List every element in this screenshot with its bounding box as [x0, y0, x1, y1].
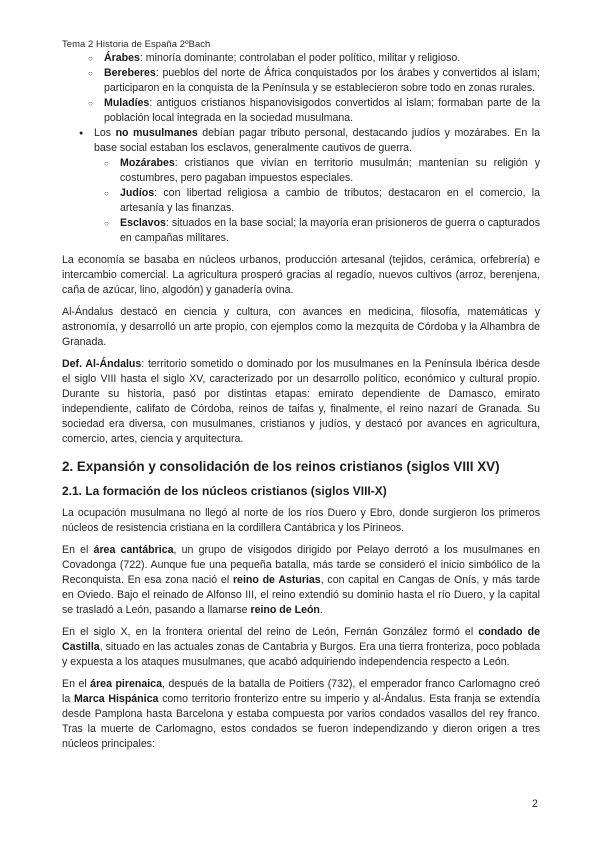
definition-term: Def. Al-Ándalus: [62, 358, 142, 370]
castilla-bold-1: condado de Castilla: [62, 626, 540, 653]
list-item-bereberes: [104, 66, 540, 96]
term-muladies: Muladíes: [104, 97, 150, 109]
bullet-bold: no musulmanes: [115, 127, 198, 139]
term-arabes: Árabes: [104, 52, 140, 64]
paragraph-economia: La economía se basaba en núcleos urbanos, producción artesanal (tejidos, cerámica, orfebrería) e intercambio comercial. La agricultura prosperó gracias al regadío, nuevos cultivos (arroz, berenjena, caña de azúcar, lino, algodón) y ganadería ovina.: [62, 254, 540, 296]
desc-bereberes: : pueblos del norte de África conquistados por los árabes y convertidos al islam; participaron en la conquista de la Península y se establecieron sobre todo en zonas rurales.: [104, 67, 540, 94]
pirenaica-text-1: En el: [62, 678, 91, 690]
list-item-esclavos: [120, 216, 540, 246]
definition-text: : territorio sometido o dominado por los musulmanes en la Península Ibérica desde el siglo VIII hasta el siglo XV, caracterizado por un desarrollo político, económico y cultural propio. Durante su historia, pasó por distintas etapas: emirato dependiente de Damasco, emirato independiente, califato de Córdoba, reinos de taifas y, finalmente, el reino nazarí de Granada. Su sociedad era diversa, con musulmanes, cristianos y judíos, y destacó por avances en agricultura, comercio, artes, ciencia y arquitectura.: [62, 358, 540, 445]
cantabrica-bold-1: área cantábrica: [93, 544, 174, 556]
paragraph-ocupacion: La ocupación musulmana no llegó al norte de los ríos Duero y Ebro, donde surgieron los primeros núcleos de resistencia cristiana en la cordillera Cantábrica y los Pirineos.: [62, 507, 540, 534]
non-muslim-groups-list: [94, 156, 540, 246]
paragraph-ciencia: Al-Ándalus destacó en ciencia y cultura, con avances en medicina, filosofía, matemáticas y astronomía, y desarrolló un arte propio, con ejemplos como la mezquita de Córdoba y la Alhambra de Granada.: [62, 306, 540, 348]
list-item-mozarabes: [120, 156, 540, 186]
cantabrica-text-2: , un grupo de visigodos dirigido por Pelayo derrotó a los musulmanes en Covadonga (722). Aunque fue una pequeña batalla, más tarde se consideró el inicio simbólico de la Reconquista. En esa zona nació el: [62, 544, 540, 586]
list-item-arabes: [104, 51, 540, 66]
paragraph-pirenaica: [62, 677, 540, 752]
page-number: 2: [532, 798, 538, 810]
desc-muladies: : antiguos cristianos hispanovisigodos convertidos al islam; formaban parte de la población local integrada en la sociedad musulmana.: [104, 97, 540, 124]
cantabrica-text-3: , con capital en Cangas de Onís, y más tarde en Oviedo. Bajo el reinado de Alfonso III, el reino extendió su dominio hasta el río Duero, y la capital se trasladó a León, pasando a llamarse: [62, 574, 540, 616]
term-mozarabes: Mozárabes: [120, 157, 175, 169]
term-judios: Judíos: [120, 187, 155, 199]
definition-al-andalus: [62, 357, 540, 447]
castilla-text-1: En el siglo X, en la frontera oriental del reino de León, Fernán González formó el: [62, 626, 479, 638]
bullet-pre: Los: [94, 127, 116, 139]
page-header: Tema 2 Historia de España 2ºBach: [62, 38, 211, 49]
cantabrica-bold-3: reino de León: [250, 604, 320, 616]
bullet-post: debían pagar tributo personal, destacando judíos y mozárabes. En la base social estaban los esclavos, generalmente cautivos de guerra.: [94, 127, 540, 154]
list-item-judios: [120, 186, 540, 216]
bullet-no-musulmanes: [94, 126, 540, 246]
castilla-text-2: , situado en las actuales zonas de Cantabria y Burgos. Era una tierra fronteriza, poco poblada y expuesta a los ataques musulmanes, que acabó adquiriendo independencia respecto a León.: [62, 641, 540, 668]
non-muslims-bullet-list: [62, 126, 540, 246]
desc-judios: : con libertad religiosa a cambio de tributos; destacaron en el comercio, la artesanía y las finanzas.: [120, 187, 540, 214]
pirenaica-text-2: , después de la batalla de Poitiers (732), el emperador franco Carlomagno creó la: [62, 678, 541, 705]
pirenaica-bold-1: área pirenaica: [90, 678, 162, 690]
paragraph-castilla: [62, 625, 540, 670]
muslim-groups-list: [62, 51, 540, 126]
pirenaica-text-3: como territorio fronterizo entre su imperio y al-Ándalus. Esta franja se extendía desde Pamplona hasta Barcelona y estaba compuesta por varios condados vasallos del rey franco. Tras la muerte de Carlomagno, estos condados se fueron independizando y dieron origen a tres núcleos principales:: [62, 693, 540, 750]
cantabrica-text-4: .: [319, 604, 323, 616]
cantabrica-bold-2: reino de Asturias: [232, 574, 321, 586]
desc-esclavos: : situados en la base social; la mayoría eran prisioneros de guerra o capturados en campañas militares.: [120, 217, 540, 244]
term-esclavos: Esclavos: [120, 217, 166, 229]
pirenaica-bold-2: Marca Hispánica: [73, 693, 159, 705]
bullet-lead-text: [94, 126, 540, 156]
paragraph-cantabrica: [62, 543, 540, 618]
term-bereberes: Bereberes: [104, 67, 156, 79]
list-item-muladies: [104, 96, 540, 126]
section-heading: 2. Expansión y consolidación de los reinos cristianos (siglos VIII XV): [62, 459, 500, 474]
page-content: [62, 51, 540, 759]
desc-arabes: : minoría dominante; controlaban el poder político, militar y religioso.: [139, 52, 461, 64]
cantabrica-text-1: En el: [62, 544, 94, 556]
subsection-heading: 2.1. La formación de los núcleos cristianos (siglos VIII-X): [62, 484, 387, 498]
desc-mozarabes: : cristianos que vivían en territorio musulmán; mantenían su religión y costumbres, pero pagaban impuestos especiales.: [120, 157, 540, 184]
